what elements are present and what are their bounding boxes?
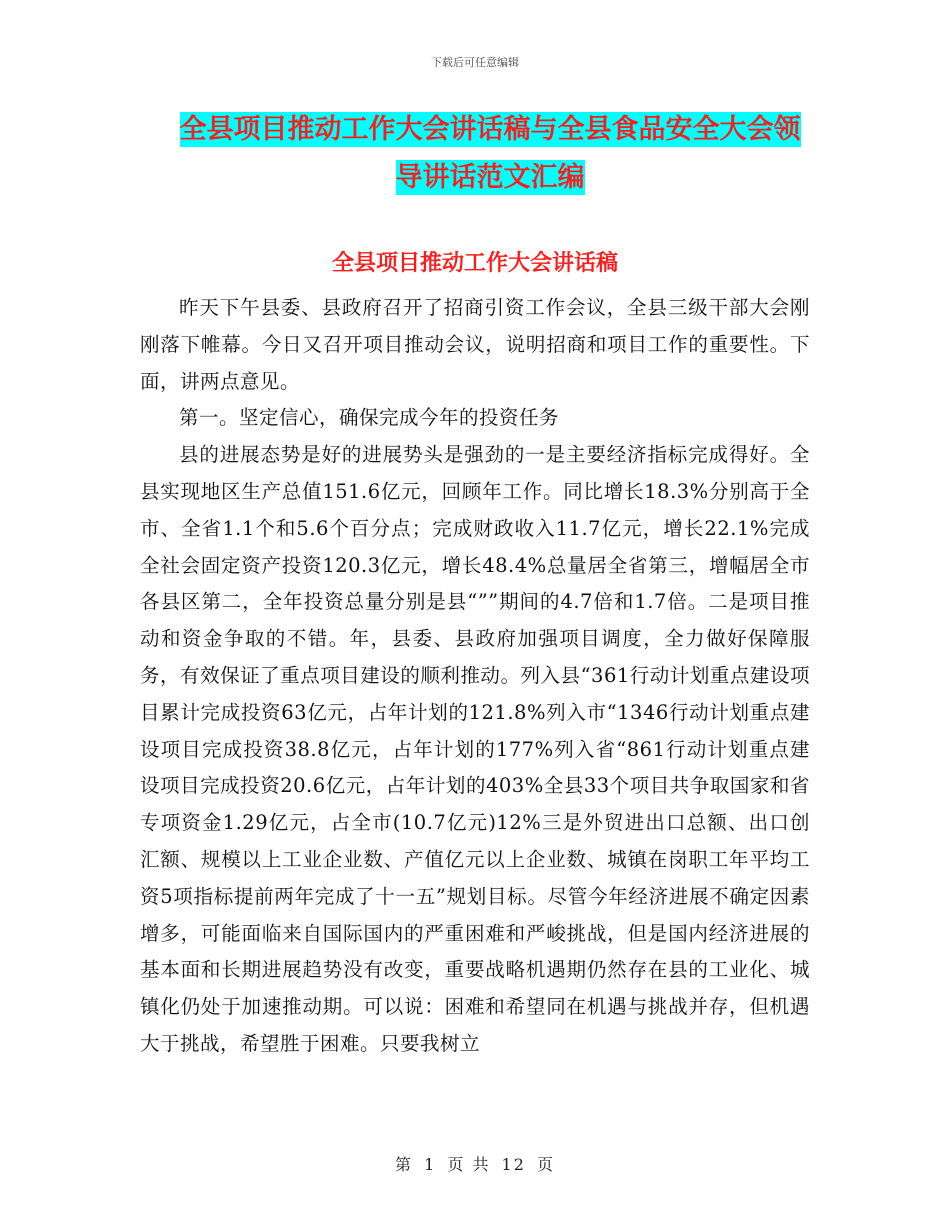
paragraph-economic-status: 县的进展态势是好的进展势头是强劲的一是主要经济指标完成得好。全县实现地区生产总值151.6亿元，回顾年工作。同比增长18.3%分别高于全市、全省1.1个和5.6个百分点；完成财政收入11.7亿元，增长22.1%完成全社会固定资产投资120.3亿元，增长48.4%总量居全省第三，增幅居全市各县区第二，全年投资总量分别是县“””期间的4.7倍和1.7倍。二是项目推动和资金争取的不错。年，县委、县政府加强项目调度，全力做好保障服务，有效保证了重点项目建设的顺利推动。列入县“361行动计划重点建设项目累计完成投资63亿元，占年计划的121.8%列入市“1346行动计划重点建设项目完成投资38.8亿元，占年计划的177%列入省“861行动计划重点建设项目完成投资20.6亿元，占年计划的403%全县33个项目共争取国家和省专项资金1.29亿元，占全市(10.7亿元)12%三是外贸进出口总额、出口创汇额、规模以上工业企业数、产值亿元以上企业数、城镇在岗职工年平均工资5项指标提前两年完成了十一五”规划目标。尽管今年经济进展不确定因素增多，可能面临来自国际国内的严重困难和严峻挑战，但是国内经济进展的基本面和长期进展趋势没有改变，重要战略机遇期仍然存在县的工业化、城镇化仍处于加速推动期。可以说：困难和希望同在机遇与挑战并存，但机遇大于挑战，希望胜于困难。只要我树立 <box>140 443 810 1055</box>
footer-total-pages: 12 <box>501 1155 526 1174</box>
paragraph-heading-first-point: 第一。坚定信心，确保完成今年的投资任务 <box>179 406 560 430</box>
document-title-line-2: 导讲话范文汇编 <box>395 162 585 193</box>
paragraph-intro: 昨天下午县委、县政府召开了招商引资工作会议，全县三级干部大会刚刚落下帷幕。今日又召开项目推动会议，说明招商和项目工作的重要性。下面，讲两点意见。 <box>140 296 810 393</box>
page-header-note: 下载后可任意编辑 <box>431 56 519 69</box>
footer-middle: 页 共 <box>447 1155 491 1174</box>
section-title: 全县项目推动工作大会讲话稿 <box>331 251 618 276</box>
document-title <box>140 106 840 202</box>
footer-page-number: 1 <box>424 1155 437 1174</box>
page-footer <box>0 1152 950 1175</box>
document-title-line-1: 全县项目推动工作大会讲话稿与全县食品安全大会领 <box>179 114 801 145</box>
document-body <box>140 290 810 1063</box>
footer-suffix: 页 <box>537 1155 556 1174</box>
footer-prefix: 第 <box>394 1155 413 1174</box>
